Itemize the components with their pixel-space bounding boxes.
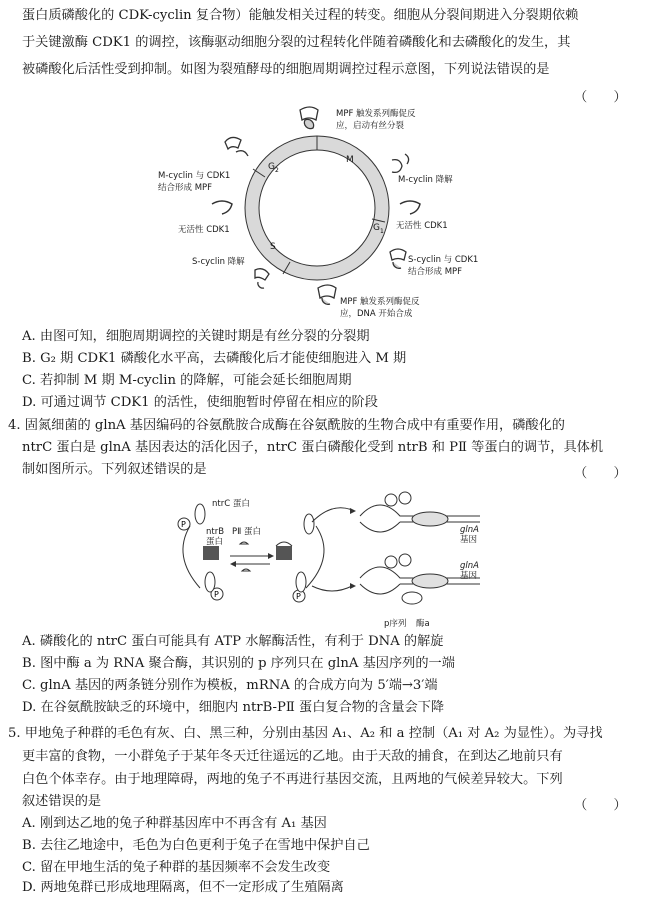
label-glna-top-1: glnA [460, 525, 479, 535]
label-scyclin-degrade: S-cyclin 降解 [192, 257, 245, 267]
label-inactive-cdk1-left: 无活性 CDK1 [178, 225, 230, 235]
ntrc-oval-right-bottom [296, 572, 306, 592]
q4-answer-paren[interactable]: （ ） [574, 466, 627, 481]
q5-option-d[interactable]: D. 两地兔群已形成地理隔离，但不一定形成了生殖隔离 [22, 880, 344, 895]
q4-option-b[interactable]: B. 图中酶 a 为 RNA 聚合酶，其识别的 p 序列只在 glnA 基因序列的一端 [22, 656, 455, 671]
inactive-cdk1-right-icon [400, 201, 420, 214]
label-scyclin-bind-1: S-cyclin 与 CDK1 [408, 255, 479, 265]
svg-text:P: P [296, 592, 301, 601]
scyclin-degrade-icon [255, 269, 269, 288]
label-mpf-dna-1: MPF 触发系列酶促反 [340, 297, 420, 307]
q4-stem-line-3: 制如图所示。下列叙述错误的是 [22, 462, 207, 477]
label-ntrb-1: ntrB [206, 527, 225, 537]
q3-stem-line-3: 被磷酸化后活性受到抑制。如图为裂殖酵母的细胞周期调控过程示意图，下列说法错误的是 [22, 62, 550, 77]
label-enzyme-a: 酶a [416, 619, 430, 629]
ntrb-box-right [276, 546, 292, 560]
q3-option-d[interactable]: D. 可通过调节 CDK1 的活性，使细胞暂时停留在相应的阶段 [22, 395, 378, 410]
q4-stem-line-2: ntrC 蛋白是 glnA 基因表达的活化因子，ntrC 蛋白磷酸化受到 ntrB 和 PⅡ 等蛋白的调节，具体机 [22, 440, 604, 455]
q5-stem-line-1: 5. 甲地兔子种群的毛色有灰、白、黑三种，分别由基因 A₁、A₂ 和 a 控制（A₁ 对 A₂ 为显性）。为寻找 [8, 726, 603, 741]
q3-option-a[interactable]: A. 由图可知，细胞周期调控的关键时期是有丝分裂的分裂期 [22, 329, 370, 344]
q4-option-c[interactable]: C. glnA 基因的两条链分别作为模板，mRNA 的合成方向为 5′端→3′端 [22, 678, 438, 693]
label-glna-bottom-2: 基因 [460, 571, 478, 581]
label-p-sequence: p序列 [384, 619, 407, 629]
q3-option-b[interactable]: B. G₂ 期 CDK1 磷酸化水平高，去磷酸化后才能使细胞进入 M 期 [22, 351, 407, 366]
svg-text:P: P [214, 590, 219, 599]
q4-option-d[interactable]: D. 在谷氨酰胺缺乏的环境中，细胞内 ntrB-PⅡ 蛋白复合物的含量会下降 [22, 700, 445, 715]
label-mcyclin-degrade: M-cyclin 降解 [398, 175, 453, 185]
phase-label-g2: G [268, 162, 275, 172]
q3-answer-paren[interactable]: （ ） [574, 90, 627, 105]
label-ntrc-protein: ntrC 蛋白 [212, 499, 250, 509]
inactive-cdk1-left-icon [212, 201, 232, 214]
q5-stem-line-2: 更丰富的食物，一小群兔子于某年冬天迁往遥远的乙地。由于天敌的捕食，在到达乙地前只有 [22, 749, 563, 764]
q3-option-c[interactable]: C. 若抑制 M 期 M-cyclin 的降解，可能会延长细胞周期 [22, 373, 352, 388]
q5-option-b[interactable]: B. 去往乙地途中，毛色为白色更利于兔子在雪地中保护自己 [22, 838, 370, 853]
label-mcyclin-bind-1: M-cyclin 与 CDK1 [158, 171, 231, 181]
label-mpf-mitosis-2: 应，启动有丝分裂 [336, 121, 405, 131]
label-ntrb-2: 蛋白 [206, 537, 224, 547]
phase-label-g1: G [373, 223, 380, 233]
q3-stem-line-2: 于关键激酶 CDK1 的调控，该酶驱动细胞分裂的过程转化伴随着磷酸化和去磷酸化的发生，其 [22, 35, 571, 50]
scyclin-cdk1-icon [390, 249, 406, 268]
phase-label-g2-sub: 2 [275, 167, 279, 174]
q5-answer-paren[interactable]: （ ） [574, 798, 627, 813]
q4-stem-line-1: 4. 固氮细菌的 glnA 基因编码的谷氨酰胺合成酶在谷氨酰胺的生物合成中有重要作用，磷酸化的 [8, 418, 565, 433]
svg-text:P: P [181, 520, 186, 529]
mcyclin-degrade-icon [392, 154, 409, 172]
mpf-complex-bottom-icon [318, 285, 336, 304]
ntrc-oval-bottom [205, 572, 215, 592]
ntrc-oval-top [195, 504, 205, 524]
q5-option-a[interactable]: A. 刚到达乙地的兔子种群基因库中不再含有 A₁ 基因 [22, 816, 327, 831]
phase-label-s: S [270, 242, 276, 252]
label-mpf-dna-2: 应，DNA 开始合成 [340, 309, 413, 319]
q5-option-c[interactable]: C. 留在甲地生活的兔子种群的基因频率不会发生改变 [22, 860, 331, 875]
phase-label-g1-sub: 1 [380, 228, 384, 235]
label-pii-protein: PⅡ 蛋白 [232, 527, 262, 537]
label-inactive-cdk1-right: 无活性 CDK1 [396, 221, 448, 231]
q5-stem-line-3: 白色个体幸存。由于地理障碍，两地的兔子不再进行基因交流，且两地的气候差异较大。下列 [22, 772, 563, 787]
cell-cycle-diagram [0, 102, 653, 332]
label-glna-bottom-1: glnA [460, 561, 479, 571]
pii-protein-icon [240, 542, 248, 544]
label-mcyclin-bind-2: 结合形成 MPF [158, 183, 213, 193]
label-glna-top-2: 基因 [460, 535, 478, 545]
ntrb-box-left [203, 546, 219, 560]
q4-option-a[interactable]: A. 磷酸化的 ntrC 蛋白可能具有 ATP 水解酶活性，有利于 DNA 的解旋 [22, 634, 444, 649]
glna-regulation-diagram [0, 486, 653, 631]
mpf-complex-top-icon [300, 107, 318, 129]
phase-label-m: M [346, 155, 354, 165]
label-mpf-mitosis-1: MPF 触发系列酶促反 [336, 109, 416, 119]
ntrc-oval-right-top [304, 514, 314, 534]
q5-stem-line-4: 叙述错误的是 [22, 794, 102, 809]
label-scyclin-bind-2: 结合形成 MPF [408, 267, 463, 277]
q3-stem-line-1: 蛋白质磷酸化的 CDK-cyclin 复合物）能触发相关过程的转变。细胞从分裂间期进入分裂期依赖 [22, 8, 579, 23]
mcyclin-cdk1-icon [225, 137, 248, 156]
